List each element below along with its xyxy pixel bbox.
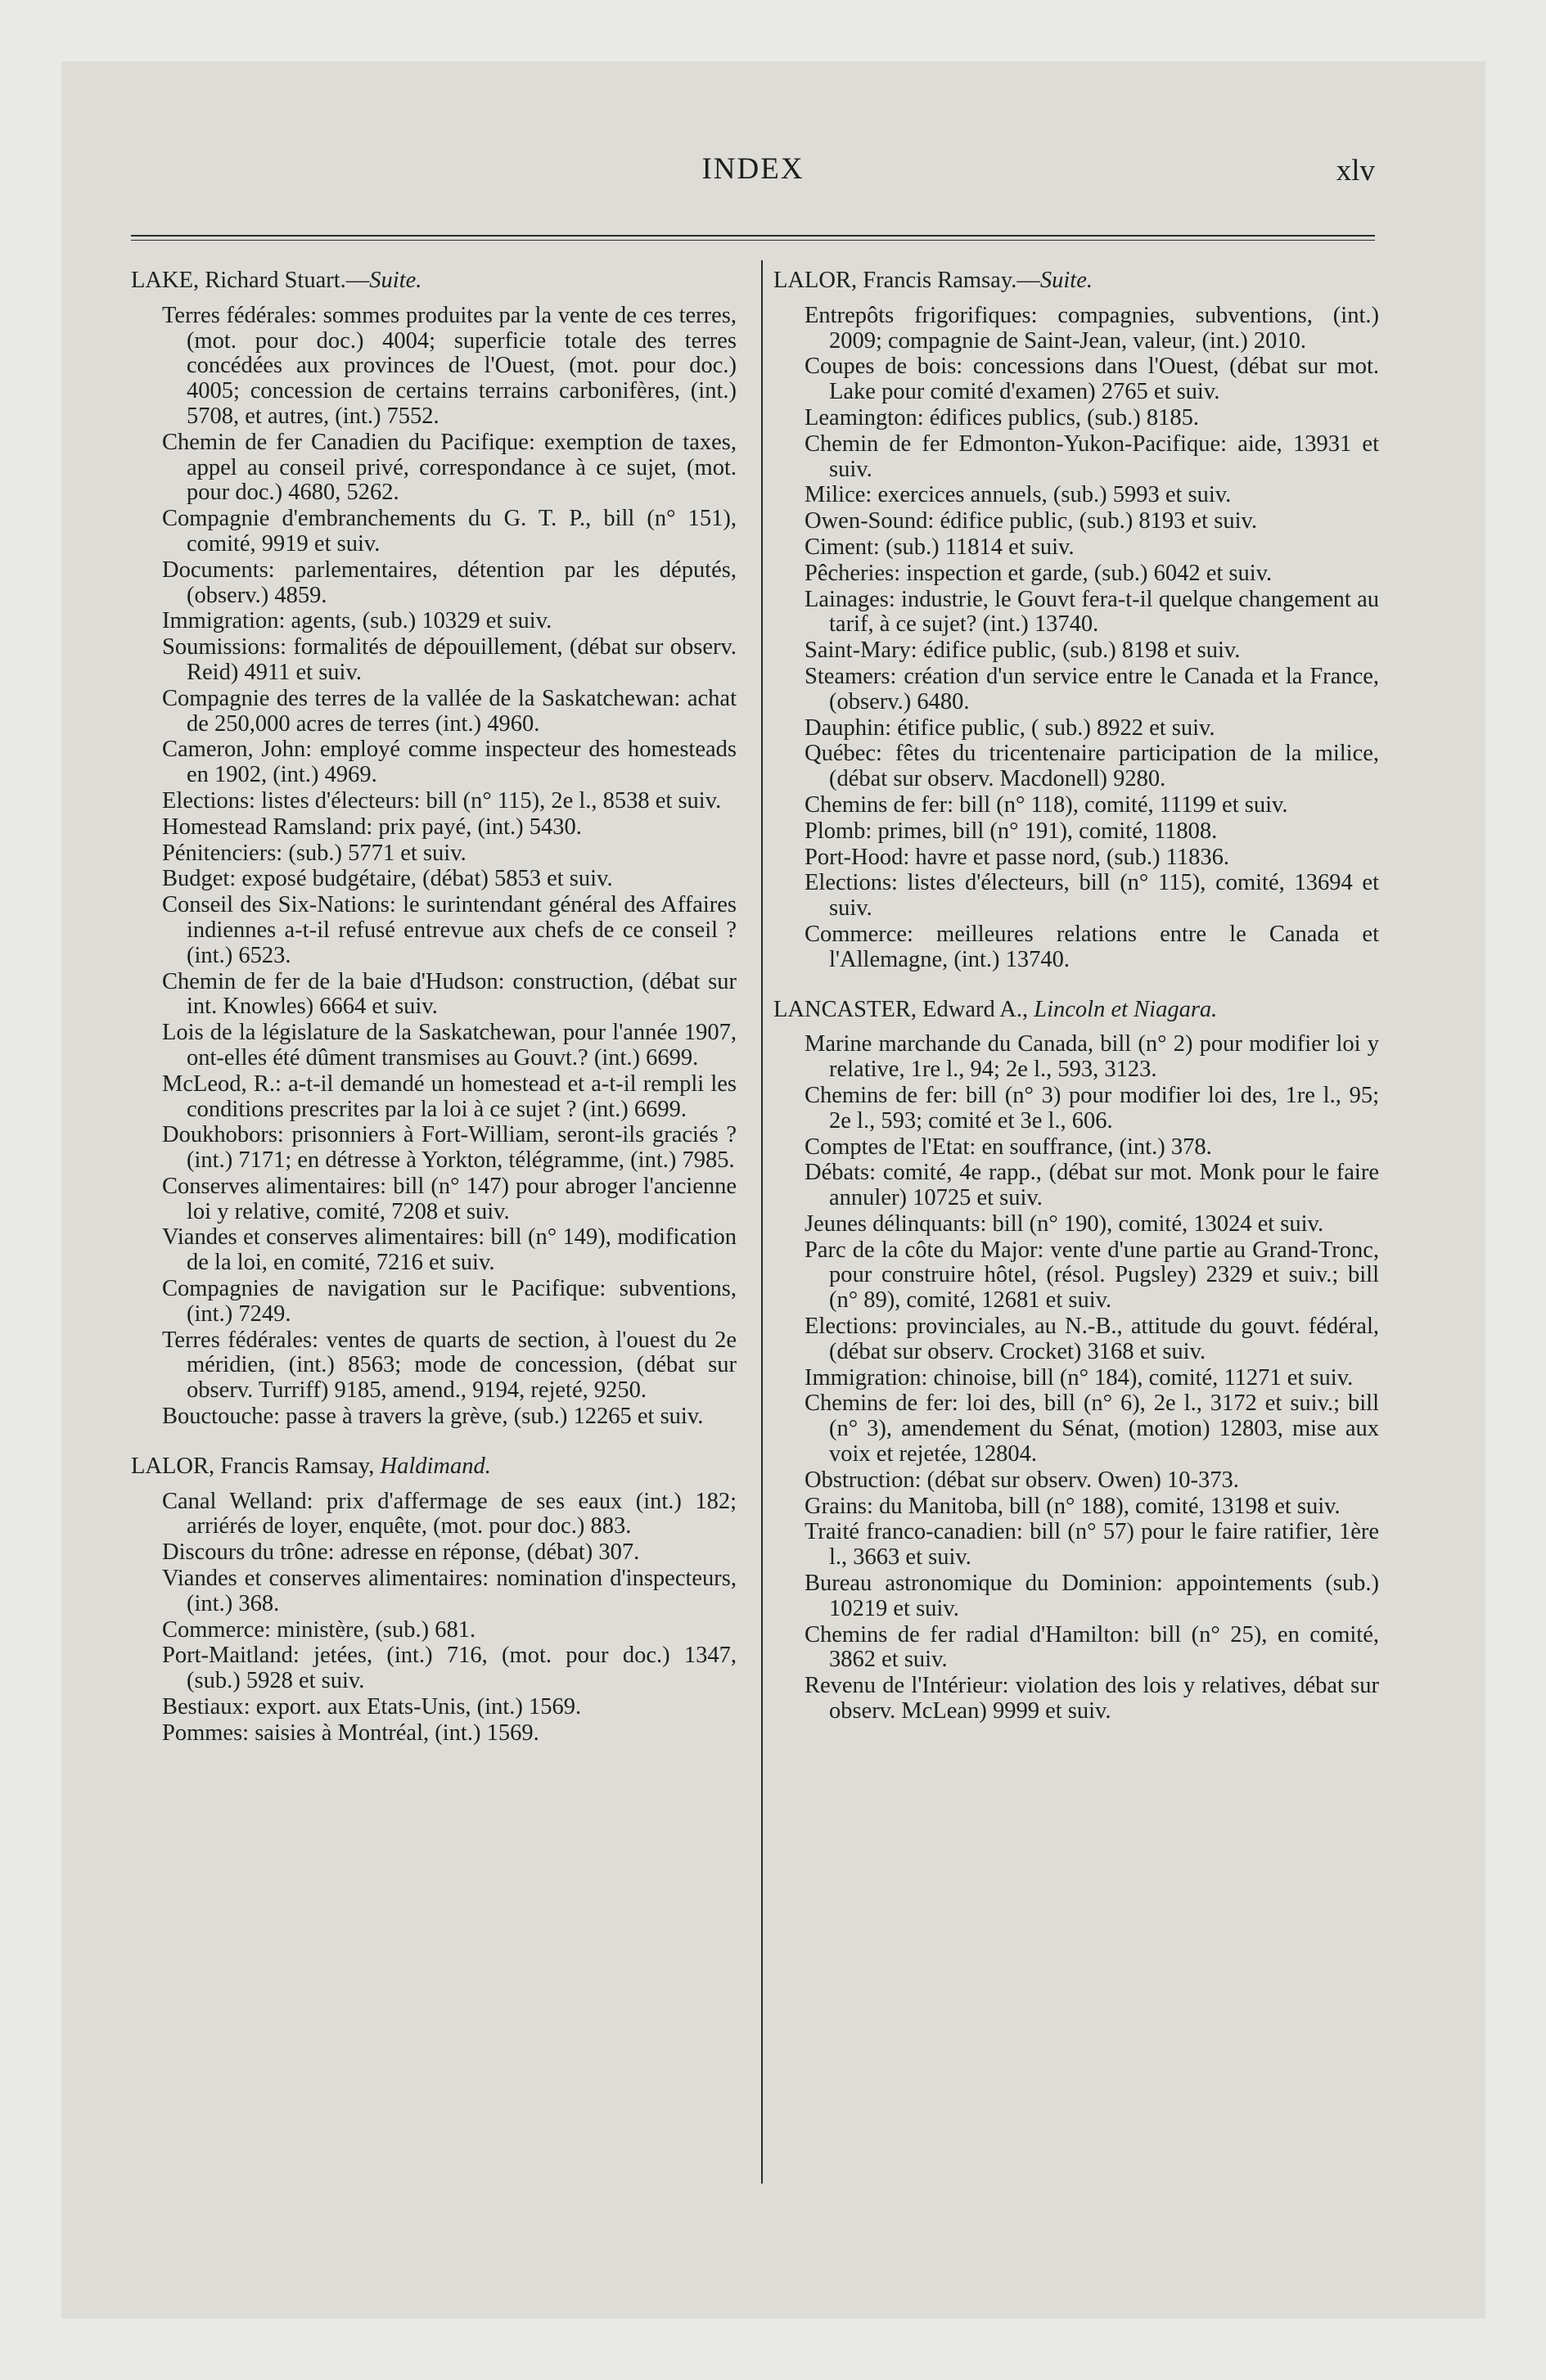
header-rule-thin: [131, 240, 1375, 241]
index-subentry: Viandes et conserves alimentaires: nomination d'inspecteurs, (int.) 368.: [162, 1566, 737, 1616]
riding-or-continuation: Haldimand.: [380, 1453, 491, 1479]
running-head: [131, 151, 1375, 201]
riding-or-continuation: Suite.: [1039, 268, 1093, 293]
index-subentry: Conserves alimentaires: bill (n° 147) pour abroger l'ancienne loi y relative, comité, 7208 et suiv.: [162, 1173, 737, 1224]
index-subentry: Viandes et conserves alimentaires: bill (n° 149), modification de la loi, en comité, 7216 et suiv.: [162, 1224, 737, 1276]
index-subentry: Steamers: création d'un service entre le Canada et la France, (observ.) 6480.: [805, 663, 1379, 714]
index-subentry: Chemin de fer Canadien du Pacifique: exemption de taxes, appel au conseil privé, correspondance à ce sujet, (mot. pour doc.) 4680, 5262.: [162, 429, 737, 506]
index-subentry: Elections: listes d'électeurs, bill (n° 115), comité, 13694 et suiv.: [805, 870, 1379, 922]
index-subentry: Compagnies de navigation sur le Pacifique: subventions, (int.) 7249.: [162, 1276, 737, 1327]
index-subentry: Traité franco-canadien: bill (n° 57) pour le faire ratifier, 1ère l., 3663 et suiv.: [805, 1519, 1379, 1571]
index-subentry: Pommes: saisies à Montréal, (int.) 1569.: [162, 1720, 539, 1746]
index-subentry: Chemins de fer: bill (n° 3) pour modifier loi des, 1re l., 95; 2e l., 593; comité et 3e l., 606.: [805, 1082, 1379, 1134]
index-subentry: Chemins de fer radial d'Hamilton: bill (n° 25), en comité, 3862 et suiv.: [805, 1621, 1379, 1673]
index-subentry: Saint-Mary: édifice public, (sub.) 8198 et suiv.: [805, 638, 1241, 664]
index-subentry: Jeunes délinquants: bill (n° 190), comité, 13024 et suiv.: [805, 1210, 1324, 1237]
riding-or-continuation: Suite.: [369, 268, 422, 293]
index-subentry: Québec: fêtes du tricentenaire participation de la milice, (débat sur observ. Macdonell) 9280.: [805, 741, 1379, 792]
index-subentry: Port-Hood: havre et passe nord, (sub.) 11836.: [805, 844, 1229, 870]
riding-or-continuation: Lincoln et Niagara.: [1034, 996, 1218, 1022]
index-subentry: Marine marchande du Canada, bill (n° 2) pour modifier loi y relative, 1re l., 94; 2e l., 593, 3123.: [805, 1031, 1379, 1083]
index-subentry: McLeod, R.: a-t-il demandé un homestead et a-t-il rempli les conditions prescrites par la loi à ce sujet ? (int.) 6699.: [162, 1071, 737, 1122]
index-subentry: Homestead Ramsland: prix payé, (int.) 5430.: [162, 814, 582, 840]
entry-heading: [131, 1454, 737, 1480]
index-subentry: Elections: provinciales, au N.-B., attitude du gouvt. fédéral, (débat sur observ. Crocket) 3168 et suiv.: [805, 1314, 1379, 1364]
index-subentry: Bouctouche: passe à travers la grève, (sub.) 12265 et suiv.: [162, 1404, 704, 1430]
index-subentry: Conseil des Six-Nations: le surintendant général des Affaires indiennes a-t-il refusé entrevue aux chefs de ce conseil ? (int.) 6523.: [162, 892, 737, 968]
index-subentry: Chemins de fer: bill (n° 118), comité, 11199 et suiv.: [805, 791, 1288, 818]
entry-heading: [131, 268, 737, 294]
index-subentry: Cameron, John: employé comme inspecteur des homesteads en 1902, (int.) 4969.: [162, 737, 737, 788]
index-subentry: Lois de la législature de la Saskatchewan, pour l'année 1907, ont-elles été dûment transmises au Gouvt.? (int.) 6699.: [162, 1020, 737, 1071]
index-subentry: Immigration: agents, (sub.) 10329 et suiv.: [162, 608, 552, 634]
index-subentry: Port-Maitland: jetées, (int.) 716, (mot. pour doc.) 1347, (sub.) 5928 et suiv.: [162, 1643, 737, 1694]
column-divider: [761, 260, 763, 2184]
index-subentry: Lainages: industrie, le Gouvt fera-t-il quelque changement au tarif, à ce sujet? (int.) 13740.: [805, 586, 1379, 638]
entry-heading: [773, 998, 1379, 1023]
index-subentry: Pêcheries: inspection et garde, (sub.) 6042 et suiv.: [805, 560, 1273, 586]
index-subentry: Compagnie des terres de la vallée de la Saskatchewan: achat de 250,000 acres de terres (int.) 4960.: [162, 685, 737, 737]
index-subentry: Compagnie d'embranchements du G. T. P., bill (n° 151), comité, 9919 et suiv.: [162, 506, 737, 557]
left-column: [131, 268, 737, 1747]
index-subentry: Coupes de bois: concessions dans l'Ouest, (débat sur mot. Lake pour comité d'examen) 2765 et suiv.: [805, 354, 1379, 405]
index-subentry: Revenu de l'Intérieur: violation des lois y relatives, débat sur observ. McLean) 9999 et suiv.: [805, 1673, 1379, 1724]
index-subentry: Entrepôts frigorifiques: compagnies, subventions, (int.) 2009; compagnie de Saint-Jean, valeur, (int.) 2010.: [805, 302, 1379, 354]
index-subentry: Débats: comité, 4e rapp., (débat sur mot. Monk pour le faire annuler) 10725 et suiv.: [805, 1160, 1379, 1211]
index-subentry: Leamington: édifices publics, (sub.) 8185.: [805, 404, 1200, 430]
member-name: LANCASTER, Edward A.,: [773, 996, 1034, 1022]
index-subentry: Grains: du Manitoba, bill (n° 188), comité, 13198 et suiv.: [805, 1493, 1341, 1519]
index-subentry: Elections: listes d'électeurs: bill (n° 115), 2e l., 8538 et suiv.: [162, 787, 722, 814]
member-name: LALOR, Francis Ramsay.—: [773, 268, 1040, 293]
index-subentry: Chemin de fer de la baie d'Hudson: construction, (débat sur int. Knowles) 6664 et suiv.: [162, 968, 737, 1020]
index-subentry: Terres fédérales: sommes produites par la vente de ces terres, (mot. pour doc.) 4004; superficie totale des terres concédées aux provinces de l'Ouest, (mot. pour doc.) 4005; concession de certains terrains carbonifères, (int.) 5708, et autres, (int.) 7552.: [162, 302, 737, 429]
index-subentry: Ciment: (sub.) 11814 et suiv.: [805, 534, 1075, 560]
index-subentry: Immigration: chinoise, bill (n° 184), comité, 11271 et suiv.: [805, 1364, 1354, 1391]
member-name: LAKE, Richard Stuart.—: [131, 268, 370, 293]
index-subentry: Canal Welland: prix d'affermage de ses eaux (int.) 182; arriérés de loyer, enquête, (mot. pour doc.) 883.: [162, 1488, 737, 1539]
index-subentry: Doukhobors: prisonniers à Fort-William, seront-ils graciés ? (int.) 7171; en détresse à Yorkton, télégramme, (int.) 7985.: [162, 1122, 737, 1174]
index-subentry: Pénitenciers: (sub.) 5771 et suiv.: [162, 840, 467, 866]
index-subentry: Commerce: ministère, (sub.) 681.: [162, 1616, 476, 1643]
index-subentry: Owen-Sound: édifice public, (sub.) 8193 et suiv.: [805, 508, 1258, 534]
index-subentry: Bestiaux: export. aux Etats-Unis, (int.) 1569.: [162, 1694, 582, 1720]
index-subentry: Documents: parlementaires, détention par les députés, (observ.) 4859.: [162, 557, 737, 608]
index-subentry: Plomb: primes, bill (n° 191), comité, 11808.: [805, 818, 1218, 844]
index-subentry: Milice: exercices annuels, (sub.) 5993 et suiv.: [805, 482, 1232, 508]
index-subentry: Chemins de fer: loi des, bill (n° 6), 2e l., 3172 et suiv.; bill (n° 3), amendement du Sénat, (motion) 12803, mise aux voix et rejetée, 12804.: [805, 1391, 1379, 1467]
index-subentry: Soumissions: formalités de dépouillement, (débat sur observ. Reid) 4911 et suiv.: [162, 634, 737, 685]
index-subentry: Chemin de fer Edmonton-Yukon-Pacifique: aide, 13931 et suiv.: [805, 430, 1379, 482]
index-subentry: Parc de la côte du Major: vente d'une partie au Grand-Tronc, pour construire hôtel, (résol. Pugsley) 2329 et suiv.; bill (n° 89), comité, 12681 et suiv.: [805, 1237, 1379, 1314]
index-subentry: Budget: exposé budgétaire, (débat) 5853 et suiv.: [162, 866, 613, 892]
index-subentry: Dauphin: étifice public, ( sub.) 8922 et suiv.: [805, 714, 1215, 741]
index-subentry: Discours du trône: adresse en réponse, (débat) 307.: [162, 1539, 640, 1566]
header-rule: [131, 235, 1375, 237]
index-subentry: Terres fédérales: ventes de quarts de section, à l'ouest du 2e méridien, (int.) 8563; mode de concession, (débat sur observ. Turriff) 9185, amend., 9194, rejeté, 9250.: [162, 1327, 737, 1404]
index-subentry: Comptes de l'Etat: en souffrance, (int.) 378.: [805, 1134, 1212, 1160]
page-number: xlv: [1336, 154, 1375, 187]
member-name: LALOR, Francis Ramsay,: [131, 1453, 381, 1479]
index-subentry: Obstruction: (débat sur observ. Owen) 10-373.: [805, 1467, 1239, 1493]
index-subentry: Commerce: meilleures relations entre le Canada et l'Allemagne, (int.) 13740.: [805, 921, 1379, 972]
entry-heading: [773, 268, 1379, 294]
right-column: [773, 268, 1379, 1725]
index-subentry: Bureau astronomique du Dominion: appointements (sub.) 10219 et suiv.: [805, 1571, 1379, 1621]
page-title: INDEX: [701, 152, 805, 186]
